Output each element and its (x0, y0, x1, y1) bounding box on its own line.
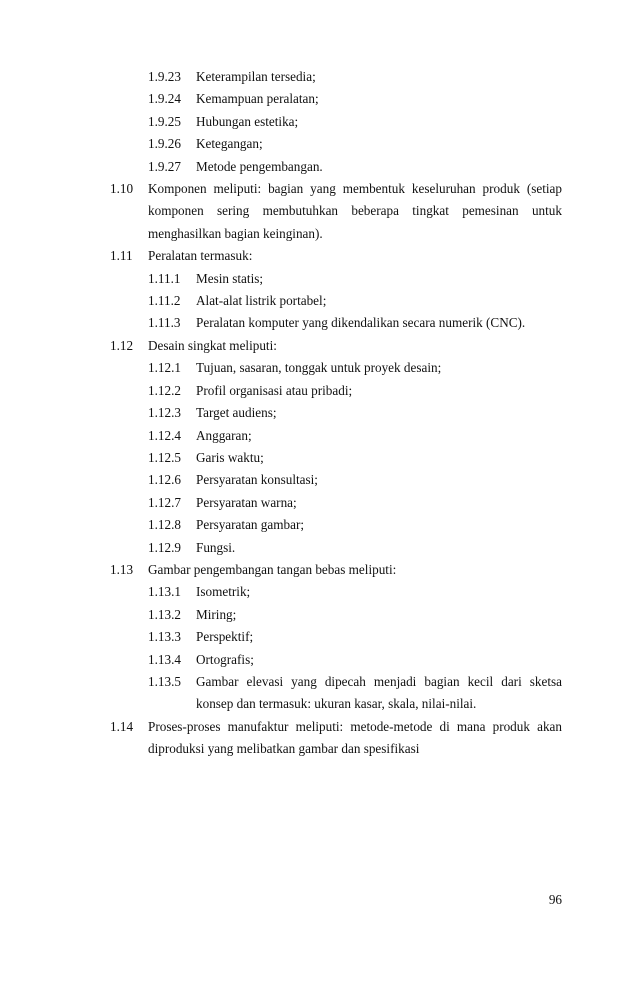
list-item-number: 1.12.9 (148, 539, 181, 555)
list-item-text: Kemampuan peralatan; (196, 91, 319, 107)
list-item (148, 133, 562, 155)
list-item-number: 1.12.1 (148, 360, 181, 376)
list-item-number: 1.10 (110, 181, 134, 197)
list-item (148, 268, 562, 290)
list-item (148, 514, 562, 536)
list-item-text: Perspektif; (196, 629, 254, 645)
list-item-text: Persyaratan konsultasi; (196, 472, 318, 488)
list-item-number: 1.12 (110, 337, 134, 353)
list-item-text: Alat-alat listrik portabel; (196, 293, 327, 309)
list-item-number: 1.13.2 (148, 606, 181, 622)
list-item (148, 88, 562, 110)
list-item (110, 559, 562, 581)
list-item-number: 1.11.2 (148, 293, 181, 309)
list-item-text: Mesin statis; (196, 270, 264, 286)
list-item (148, 425, 562, 447)
list-item-number: 1.9.25 (148, 113, 181, 129)
list-item (148, 581, 562, 603)
list-item (110, 335, 562, 357)
list-item-number: 1.9.24 (148, 91, 181, 107)
list-item (110, 716, 562, 761)
list-item-text: Peralatan komputer yang dikendalikan secara numerik (CNC). (196, 315, 526, 331)
list-item-number: 1.12.8 (148, 517, 181, 533)
list-item-number: 1.14 (110, 718, 134, 734)
list-item-text: Anggaran; (196, 427, 252, 443)
list-item (148, 66, 562, 88)
list-item (148, 357, 562, 379)
list-item-number: 1.13.1 (148, 584, 181, 600)
list-item-number: 1.9.27 (148, 158, 181, 174)
list-item (148, 649, 562, 671)
list-item (148, 626, 562, 648)
list-item (110, 245, 562, 267)
list-item-text: Profil organisasi atau pribadi; (196, 382, 353, 398)
list-item-text: Fungsi. (196, 539, 236, 555)
list-item-text: Metode pengembangan. (196, 158, 323, 174)
list-item-text: Hubungan estetika; (196, 113, 299, 129)
list-item-text: Keterampilan tersedia; (196, 69, 316, 84)
list-item (148, 469, 562, 491)
list-item (148, 537, 562, 559)
list-item-text: Target audiens; (196, 405, 277, 421)
list-item-text: Garis waktu; (196, 449, 264, 465)
list-item (110, 178, 562, 245)
page-number: 96 (548, 892, 562, 907)
list-item-number: 1.9.26 (148, 136, 181, 152)
list-item-text: Gambar pengembangan tangan bebas meliputi: (148, 561, 397, 577)
list-item-text: Desain singkat meliputi: (148, 337, 277, 353)
list-item (148, 402, 562, 424)
list-item-number: 1.11.3 (148, 315, 181, 331)
list-item-text: Persyaratan warna; (196, 494, 297, 510)
list-item-number: 1.12.3 (148, 405, 181, 421)
list-item-number: 1.12.4 (148, 427, 181, 443)
list-item-number: 1.12.7 (148, 494, 181, 510)
list-item (148, 380, 562, 402)
list-item (148, 604, 562, 626)
list-item-number: 1.13.3 (148, 629, 181, 645)
list-item-text: Peralatan termasuk: (148, 248, 253, 264)
list-item-number: 1.13.5 (148, 673, 181, 689)
list-item-text: Isometrik; (196, 584, 251, 600)
list-item-number: 1.12.2 (148, 382, 181, 398)
list-item-number: 1.12.5 (148, 449, 181, 465)
list-item (148, 492, 562, 514)
list-item-number: 1.11.1 (148, 270, 181, 286)
list-item-text: Miring; (196, 606, 237, 622)
list-item-text: Ortografis; (196, 651, 254, 667)
list-item-text: Tujuan, sasaran, tonggak untuk proyek desain; (196, 360, 442, 376)
page-content (74, 66, 562, 761)
list-item-number: 1.11 (110, 248, 133, 264)
list-item-number: 1.13.4 (148, 651, 181, 667)
list-item-number: 1.13 (110, 561, 134, 577)
list-item (148, 290, 562, 312)
list-item (148, 671, 562, 716)
list-item (148, 156, 562, 178)
list-item (148, 312, 562, 334)
list-item-number: 1.9.23 (148, 69, 181, 84)
list-item-text: Proses-proses manufaktur meliputi: metode-metode di mana produk akan diproduksi yang melibatkan gambar dan spesifikasi (148, 718, 562, 757)
list-item (148, 447, 562, 469)
list-item-number: 1.12.6 (148, 472, 181, 488)
list-item-text: Komponen meliputi: bagian yang membentuk keseluruhan produk (setiap komponen sering membutuhkan beberapa tingkat pemesinan untuk menghasilkan bagian keinginan). (148, 181, 562, 241)
list-item (148, 111, 562, 133)
list-item-text: Gambar elevasi yang dipecah menjadi bagian kecil dari sketsa konsep dan termasuk: ukuran kasar, skala, nilai-nilai. (196, 673, 562, 712)
list-item-text: Ketegangan; (196, 136, 263, 152)
list-item-text: Persyaratan gambar; (196, 517, 305, 533)
